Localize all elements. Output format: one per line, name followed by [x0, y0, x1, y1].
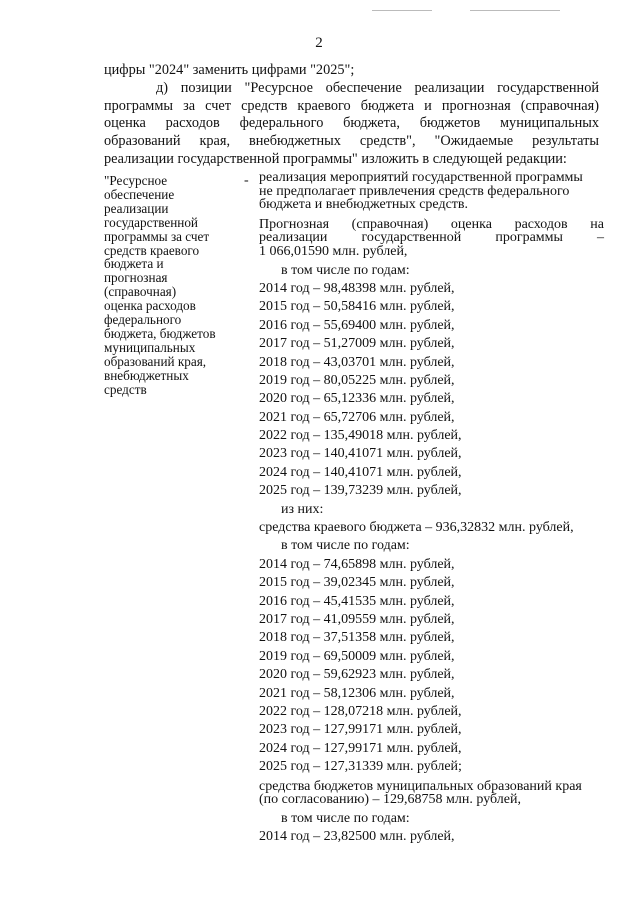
- year-amount-total: 2023 год – 140,41071 млн. рублей,: [259, 446, 462, 462]
- forecast-word: государственной: [361, 230, 462, 246]
- year-amount-regional: 2017 год – 41,09559 млн. рублей,: [259, 611, 455, 627]
- forecast-word: программы: [495, 230, 563, 246]
- funding-note-line: бюджета и внебюджетных средств.: [259, 197, 469, 213]
- position-title-line: муниципальных: [104, 339, 196, 355]
- year-amount-total: 2024 год – 140,41071 млн. рублей,: [259, 464, 462, 480]
- forecast-block: [259, 218, 604, 259]
- funding-note: [259, 171, 604, 212]
- year-amount-regional: 2018 год – 37,51358 млн. рублей,: [259, 630, 455, 646]
- forecast-line: [259, 218, 604, 232]
- year-amount-municipal: 2014 год – 23,82500 млн. рублей,: [259, 829, 455, 845]
- municipal-line: (по согласованию) – 129,68758 млн. рублей,: [259, 792, 521, 808]
- year-amount-total: 2022 год – 135,49018 млн. рублей,: [259, 428, 462, 444]
- forecast-line: [259, 231, 604, 245]
- position-title-line: федерального: [104, 312, 182, 328]
- position-title-line: обеспечение: [104, 186, 175, 202]
- intro-line: оценка расходов федерального бюджета, бюджетов муниципальных: [104, 115, 599, 132]
- year-amount-total: 2020 год – 65,12336 млн. рублей,: [259, 391, 455, 407]
- position-title-line: внебюджетных: [104, 367, 189, 383]
- position-title-line: средств: [104, 381, 147, 397]
- year-amount-regional: 2019 год – 69,50009 млн. рублей,: [259, 648, 455, 664]
- position-title-line: программы за счет: [104, 228, 210, 244]
- year-amount-total: 2016 год – 55,69400 млн. рублей,: [259, 317, 455, 333]
- year-amount-total: 2025 год – 139,73239 млн. рублей,: [259, 483, 462, 499]
- intro-line: цифры "2024" заменить цифрами "2025";: [104, 62, 355, 78]
- year-amount-regional: 2023 год – 127,99171 млн. рублей,: [259, 722, 462, 738]
- forecast-word: оценка: [450, 216, 492, 232]
- position-title-line: (справочная): [104, 284, 177, 300]
- forecast-word: расходов: [514, 216, 568, 232]
- position-title-line: оценка расходов: [104, 298, 196, 314]
- municipal-budget-total: [259, 780, 604, 807]
- year-amount-regional: 2020 год – 59,62923 млн. рублей,: [259, 667, 455, 683]
- cell-separator-dash: -: [244, 173, 249, 188]
- amendment-intro: [104, 62, 599, 169]
- year-amount-total: 2021 год – 65,72706 млн. рублей,: [259, 409, 455, 425]
- regional-budget-total: средства краевого бюджета – 936,32832 млн. рублей,: [259, 520, 574, 536]
- intro-line: программы за счет средств краевого бюджета и прогнозная (справочная): [104, 97, 599, 114]
- intro-line: д) позиции "Ресурсное обеспечение реализации государственной: [156, 79, 599, 96]
- scan-artifact: [470, 10, 560, 11]
- forecast-word: Прогнозная: [259, 216, 330, 232]
- page-number: 2: [315, 35, 323, 51]
- forecast-word: –: [596, 230, 604, 246]
- year-amount-regional: 2016 год – 45,41535 млн. рублей,: [259, 593, 455, 609]
- year-amount-regional: 2025 год – 127,31339 млн. рублей;: [259, 759, 462, 775]
- year-amount-regional: 2015 год – 39,02345 млн. рублей,: [259, 575, 455, 591]
- position-title-line: прогнозная: [104, 270, 168, 286]
- forecast-total: 1 066,01590 млн. рублей,: [259, 243, 408, 259]
- intro-line: реализации государственной программы" изложить в следующей редакции:: [104, 150, 567, 167]
- funding-note-line: не предполагает привлечения средств федерального: [259, 183, 570, 199]
- position-title-line: государственной: [104, 214, 198, 230]
- forecast-word: на: [590, 216, 604, 232]
- position-title-line: бюджета, бюджетов: [104, 325, 216, 341]
- year-amount-regional: 2022 год – 128,07218 млн. рублей,: [259, 703, 462, 719]
- year-amount-total: 2014 год – 98,48398 млн. рублей,: [259, 280, 455, 296]
- municipal-line: средства бюджетов муниципальных образований края: [259, 778, 582, 794]
- scan-artifact: [372, 10, 432, 11]
- by-years-label: в том числе по годам:: [281, 810, 410, 826]
- year-amount-regional: 2024 год – 127,99171 млн. рублей,: [259, 740, 462, 756]
- year-amount-regional: 2021 год – 58,12306 млн. рублей,: [259, 685, 455, 701]
- position-title-cell: [104, 174, 244, 397]
- year-amount-total: 2017 год – 51,27009 млн. рублей,: [259, 336, 455, 352]
- forecast-word: (справочная): [351, 216, 429, 232]
- year-amount-total: 2019 год – 80,05225 млн. рублей,: [259, 372, 455, 388]
- position-title-line: "Ресурсное: [104, 173, 168, 188]
- year-amount-regional: 2014 год – 74,65898 млн. рублей,: [259, 556, 455, 572]
- by-years-label: в том числе по годам:: [281, 538, 410, 554]
- of-them-label: из них:: [281, 501, 324, 517]
- position-title-line: реализации: [104, 200, 169, 216]
- year-amount-total: 2018 год – 43,03701 млн. рублей,: [259, 354, 455, 370]
- position-title-line: средств краевого: [104, 242, 200, 258]
- by-years-label: в том числе по годам:: [281, 262, 410, 278]
- position-content-cell: [259, 171, 604, 846]
- position-title-line: бюджета и: [104, 256, 164, 272]
- year-amount-total: 2015 год – 50,58416 млн. рублей,: [259, 299, 455, 315]
- funding-note-line: реализация мероприятий государственной программы: [259, 170, 583, 185]
- position-title-line: образований края,: [104, 353, 207, 369]
- forecast-word: реализации: [259, 230, 328, 246]
- intro-line: образований края, внебюджетных средств", "Ожидаемые результаты: [104, 133, 599, 150]
